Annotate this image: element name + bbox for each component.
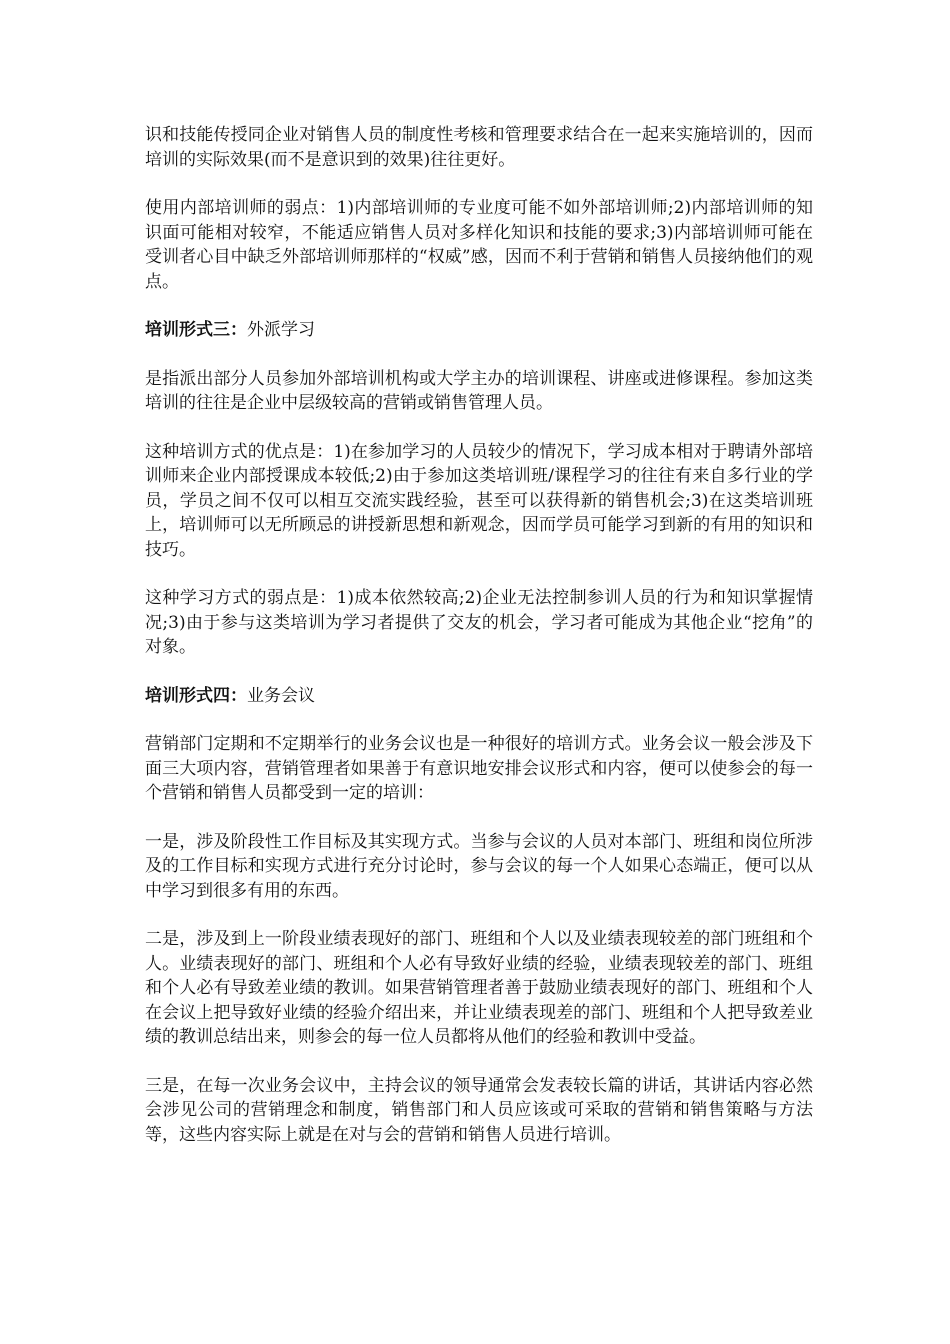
paragraph-internal-trainer-advantage-end: 识和技能传授同企业对销售人员的制度性考核和管理要求结合在一起来实施培训的，因而培训的实际效果(而不是意识到的效果)往往更好。 bbox=[145, 125, 813, 170]
paragraph-external-study-advantage: 这种培训方式的优点是：1)在参加学习的人员较少的情况下，学习成本相对于聘请外部培训师来企业内部授课成本较低;2)由于参加这类培训班/课程学习的往往有来自多行业的学员，学员之间不仅可以相互交流实践经验，甚至可以获得新的销售机会;3)在这类培训班上，培训师可以无所顾忌的讲授新思想和新观念，因而学员可能学习到新的有用的知识和技巧。 bbox=[145, 441, 813, 560]
section-heading-label: 培训形式四： bbox=[145, 685, 247, 706]
document-page bbox=[145, 123, 813, 1171]
paragraph-external-study-weakness: 这种学习方式的弱点是：1)成本依然较高;2)企业无法控制参训人员的行为和知识掌握情况;3)由于参与这类培训为学习者提供了交友的机会，学习者可能成为其他企业“挖角”的对象。 bbox=[145, 588, 813, 657]
paragraph-external-study-definition: 是指派出部分人员参加外部培训机构或大学主办的培训课程、讲座或进修课程。参加这类培训的往往是企业中层级较高的营销或销售管理人员。 bbox=[145, 368, 813, 413]
paragraph-business-meeting-point-2: 二是，涉及到上一阶段业绩表现好的部门、班组和个人以及业绩表现较差的部门班组和个人。业绩表现好的部门、班组和个人必有导致好业绩的经验，业绩表现较差的部门、班组和个人必有导致差业绩的教训。如果营销管理者善于鼓励业绩表现好的部门、班组和个人在会议上把导致好业绩的经验介绍出来，并让业绩表现差的部门、班组和个人把导致差业绩的教训总结出来，则参会的每一位人员都将从他们的经验和教训中受益。 bbox=[145, 929, 813, 1047]
section-heading-business-meeting bbox=[145, 684, 813, 709]
paragraph-business-meeting-point-3: 三是，在每一次业务会议中，主持会议的领导通常会发表较长篇的讲话，其讲话内容必然会涉见公司的营销理念和制度，销售部门和人员应该或可采取的营销和销售策略与方法等，这些内容实际上就是在对与会的营销和销售人员进行培训。 bbox=[145, 1075, 813, 1145]
paragraph-business-meeting-intro: 营销部门定期和不定期举行的业务会议也是一种很好的培训方式。业务会议一般会涉及下面三大项内容，营销管理者如果善于有意识地安排会议形式和内容，便可以使参会的每一个营销和销售人员都受到一定的培训： bbox=[145, 734, 813, 803]
section-heading-title: 外派学习 bbox=[247, 320, 315, 340]
paragraph-business-meeting-point-1: 一是，涉及阶段性工作目标及其实现方式。当参与会议的人员对本部门、班组和岗位所涉及的工作目标和实现方式进行充分讨论时，参与会议的每一个人如果心态端正，便可以从中学习到很多有用的东西。 bbox=[145, 831, 813, 901]
section-heading-label: 培训形式三： bbox=[145, 320, 247, 340]
section-heading-external-study bbox=[145, 318, 813, 343]
section-heading-title: 业务会议 bbox=[247, 685, 315, 706]
paragraph-internal-trainer-weakness: 使用内部培训师的弱点：1)内部培训师的专业度可能不如外部培训师;2)内部培训师的知识面可能相对较窄，不能适应销售人员对多样化知识和技能的要求;3)内部培训师可能在受训者心目中缺乏外部培训师那样的“权威”感，因而不利于营销和销售人员接纳他们的观点。 bbox=[145, 198, 813, 292]
